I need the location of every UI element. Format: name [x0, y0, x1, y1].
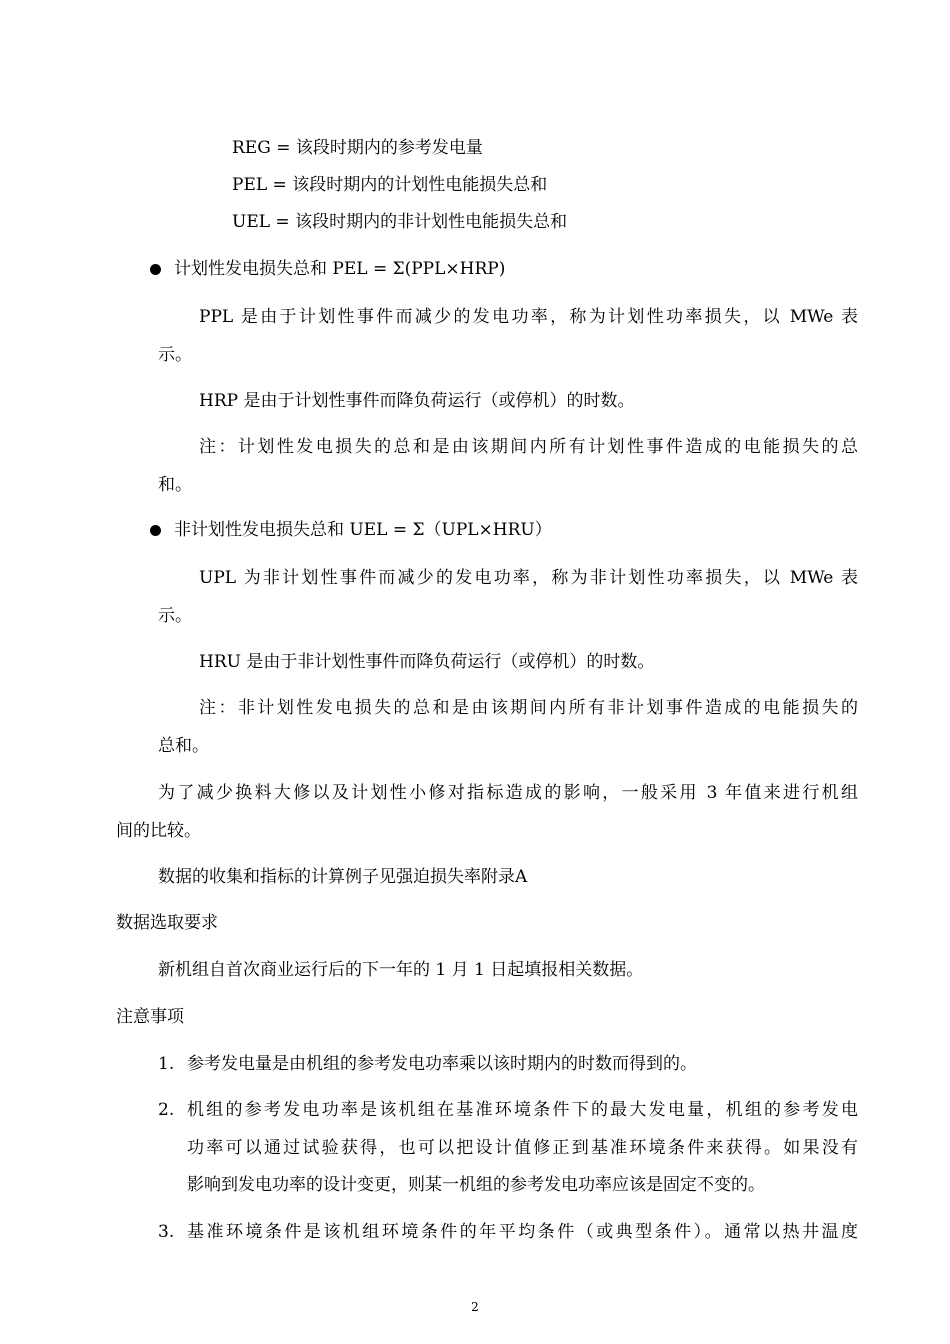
- list-item-text: 基准环境条件是该机组环境条件的年平均条件（或典型条件）。通常以热井温度: [187, 1222, 858, 1242]
- bullet-icon: [150, 264, 161, 275]
- upl-text-line1: UPL 为非计划性事件而减少的发电功率，称为非计划性功率损失，以 MWe 表: [199, 568, 858, 588]
- list-item-text-line1: 机组的参考发电功率是该机组在基准环境条件下的最大发电量，机组的参考发电: [187, 1100, 858, 1120]
- hru-text: HRU 是由于非计划性事件而降负荷运行（或停机）的时数。: [199, 652, 655, 672]
- bullet-icon: [150, 525, 161, 536]
- note-pel-line1: 注：计划性发电损失的总和是由该期间内所有计划性事件造成的电能损失的总: [199, 437, 858, 457]
- paragraph-data: 新机组自首次商业运行后的下一年的 1 月 1 日起填报相关数据。: [158, 960, 644, 980]
- section-heading-data: 数据选取要求: [116, 913, 218, 933]
- list-item-text-line3: 影响到发电功率的设计变更，则某一机组的参考发电功率应该是固定不变的。: [187, 1175, 765, 1195]
- paragraph-example: 数据的收集和指标的计算例子见强迫损失率附录A: [158, 867, 528, 887]
- note-uel-line1: 注：非计划性发电损失的总和是由该期间内所有非计划事件造成的电能损失的: [199, 698, 858, 718]
- note-pel-line2: 和。: [158, 475, 192, 495]
- list-item-text: 参考发电量是由机组的参考发电功率乘以该时期内的时数而得到的。: [187, 1054, 697, 1074]
- list-item-number: 3.: [158, 1222, 175, 1242]
- bullet-heading-uel: 非计划性发电损失总和 UEL = Σ（UPL×HRU）: [174, 520, 552, 540]
- list-item-text-line2: 功率可以通过试验获得，也可以把设计值修正到基准环境条件来获得。如果没有: [187, 1138, 858, 1158]
- definition-uel: UEL = 该段时期内的非计划性电能损失总和: [232, 212, 568, 232]
- upl-text-line2: 示。: [158, 606, 192, 626]
- list-item-number: 1.: [158, 1054, 175, 1074]
- bullet-heading-pel: 计划性发电损失总和 PEL = Σ(PPL×HRP): [174, 259, 506, 279]
- ppl-text-line1: PPL 是由于计划性事件而减少的发电功率，称为计划性功率损失，以 MWe 表: [199, 307, 858, 327]
- paragraph-reduce-line2: 间的比较。: [116, 821, 201, 841]
- list-item-number: 2.: [158, 1100, 175, 1120]
- page-number: 2: [471, 1300, 479, 1314]
- paragraph-reduce-line1: 为了减少换料大修以及计划性小修对指标造成的影响，一般采用 3 年值来进行机组: [158, 783, 858, 803]
- definition-reg: REG = 该段时期内的参考发电量: [232, 138, 483, 158]
- note-uel-line2: 总和。: [158, 736, 209, 756]
- definition-pel: PEL = 该段时期内的计划性电能损失总和: [232, 175, 548, 195]
- ppl-text-line2: 示。: [158, 345, 192, 365]
- section-heading-notes: 注意事项: [116, 1007, 184, 1027]
- hrp-text: HRP 是由于计划性事件而降负荷运行（或停机）的时数。: [199, 391, 635, 411]
